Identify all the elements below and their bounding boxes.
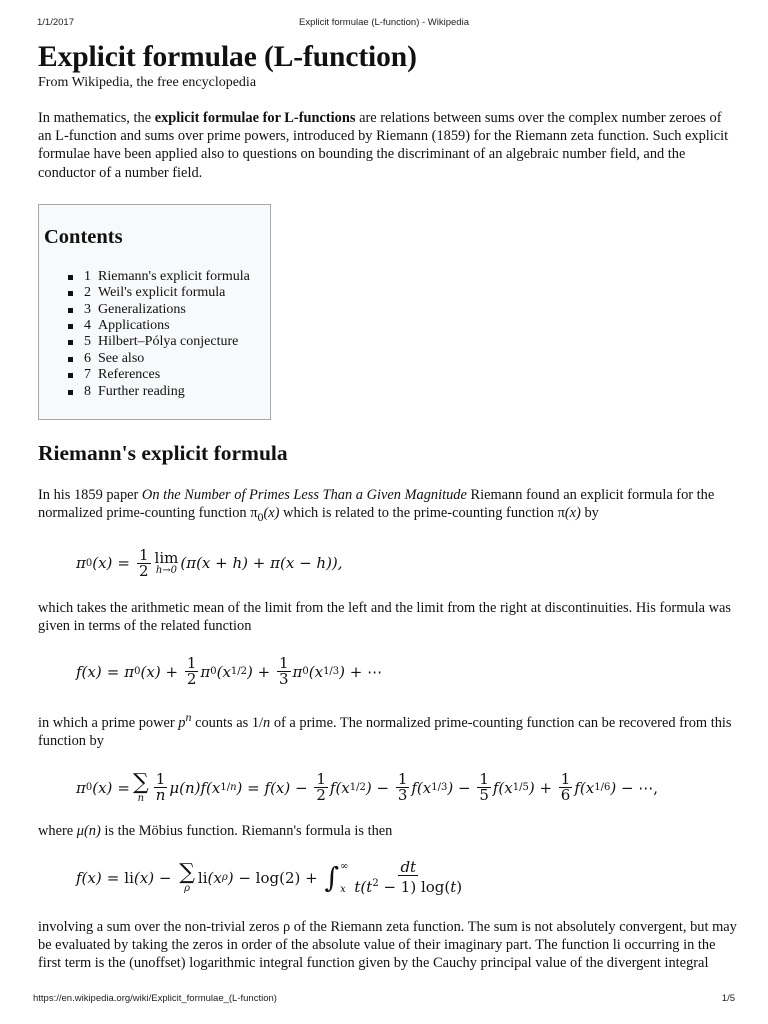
article-subtitle: From Wikipedia, the free encyclopedia xyxy=(38,75,257,90)
math-var: μ xyxy=(76,822,84,839)
article-page xyxy=(38,40,738,973)
paragraph-text: is the Möbius function. Riemann's formula is then xyxy=(100,822,393,839)
toc-item-label[interactable]: Generalizations xyxy=(98,301,186,317)
paragraph-text: where xyxy=(38,822,77,839)
bullet-icon xyxy=(68,275,73,280)
intro-text-start: In mathematics, the xyxy=(38,110,155,126)
toc-item[interactable] xyxy=(68,269,270,285)
paragraph-text: by xyxy=(580,505,599,522)
toc-item-number: 4 xyxy=(84,318,91,334)
toc-item[interactable] xyxy=(68,318,270,334)
section-paragraph xyxy=(38,486,738,526)
section-heading-riemann: Riemann's explicit formula xyxy=(38,440,288,465)
intro-paragraph xyxy=(38,109,738,182)
toc-item-number: 3 xyxy=(84,301,91,317)
toc-item-number: 6 xyxy=(84,350,91,366)
paragraph-text: which is related to the prime-counting function π xyxy=(279,505,565,522)
formula-related-function: f(x) = π 0 (x) + $\frac{1}{2}$ π 0 (x 1/2 ) + $\frac{1}{3}$ π 0 (x 1/3 ) + ⋯ xyxy=(76,654,383,688)
math-var: n xyxy=(263,714,271,731)
toc-item-number: 5 xyxy=(84,334,91,350)
print-date: 1/1/2017 xyxy=(37,17,74,28)
paragraph-text: in which a prime power xyxy=(38,714,179,731)
toc-item-number: 8 xyxy=(84,383,91,399)
article-title: Explicit formulae (L-function) xyxy=(38,41,417,73)
toc-item-number: 7 xyxy=(84,367,91,383)
formula-normalized-prime-counting: π 0 (x) = $\frac{1}{2}$ lim h→0 (π(x + h) + π(x − h)), xyxy=(76,545,343,580)
subscript: 0 xyxy=(257,509,264,524)
toc-item[interactable] xyxy=(68,351,270,367)
math-var: (x) xyxy=(564,505,581,522)
toc-item-label[interactable]: Hilbert–Pólya conjecture xyxy=(98,334,239,350)
toc-item-label[interactable]: References xyxy=(98,367,161,383)
paragraph-text: of a prime. The normalized prime-counting function can be recovered from this function by xyxy=(38,714,732,749)
section-paragraph xyxy=(38,822,738,840)
section-paragraph xyxy=(38,708,738,750)
toc-item[interactable] xyxy=(68,334,270,350)
intro-bold-term: explicit formulae for L-functions xyxy=(154,110,356,126)
toc-item-number: 2 xyxy=(84,285,91,301)
print-page-number: 1/5 xyxy=(721,993,735,1004)
toc-item-number: 1 xyxy=(84,268,91,284)
toc-item-label[interactable]: See also xyxy=(98,350,145,366)
toc-item-label[interactable]: Applications xyxy=(98,318,170,334)
paragraph-text: In his 1859 paper xyxy=(38,486,142,503)
toc-item[interactable] xyxy=(68,367,270,383)
section-paragraph: which takes the arithmetic mean of the limit from the left and the limit from the right at discontinuities. His formula was given in terms of the related function xyxy=(38,600,731,635)
paper-title: On the Number of Primes Less Than a Given Magnitude xyxy=(141,486,467,503)
formula-recovery: π 0 (x) = ∑ n $\frac{1}{n}$ μ(n)f(x 1/n ) = f(x) − $\frac{1}{2}$ f(x 1/2 ) − $\frac{1}{3}$ f(x 1/3 ) − $\frac{1}{5}$ f(x 1/5 ) + $\frac{1}{6}$ f(x 1/6 ) − ⋯, xyxy=(76,769,659,805)
bullet-icon xyxy=(68,373,73,378)
bullet-icon xyxy=(68,324,73,329)
toc-item[interactable] xyxy=(68,384,270,400)
section-paragraph: involving a sum over the non-trivial zeros ρ of the Riemann zeta function. The sum is not absolutely convergent, but may be evaluated by taking the zeros in order of the absolute value of their imaginary part. The function li occurring in the first term is the (unoffset) logarithmic integral function given by the Cauchy principal value of the divergent integral xyxy=(38,918,737,972)
bullet-icon xyxy=(68,340,73,345)
toc-item-label[interactable]: Weil's explicit formula xyxy=(98,285,226,301)
toc-item-label[interactable]: Further reading xyxy=(98,383,185,399)
intro-text-end: are relations between sums over the complex number zeroes of an L-function and sums over prime powers, introduced by Riemann (1859) for the Riemann zeta function. Such explicit formulae have been applied also to questions on bounding the discriminant of an algebraic number field, and the conductor of a number field. xyxy=(38,110,729,181)
toc-item-label[interactable]: Riemann's explicit formula xyxy=(98,268,250,284)
paragraph-text: Riemann found an explicit formula for the normalized prime-counting function π xyxy=(38,486,715,522)
toc-item[interactable] xyxy=(68,285,270,301)
math-var: n xyxy=(185,709,192,724)
bullet-icon xyxy=(68,291,73,296)
bullet-icon xyxy=(68,308,73,313)
paragraph-text: counts as 1/ xyxy=(191,714,264,731)
math-var: (x) xyxy=(263,505,280,522)
toc-title: Contents xyxy=(44,225,123,248)
table-of-contents xyxy=(38,204,271,420)
math-var: (n) xyxy=(84,822,101,839)
print-page-title: Explicit formulae (L-function) - Wikipedia xyxy=(298,17,469,28)
print-url: https://en.wikipedia.org/wiki/Explicit_formulae_(L-function) xyxy=(33,993,277,1004)
bullet-icon xyxy=(68,357,73,362)
math-var: p xyxy=(178,714,186,731)
formula-riemann: f(x) = li (x) − ∑ ρ li (x ρ ) − log(2) + ∫ ∞ x $\frac{dt}{t(t^2 - 1) \log(t)}$ xyxy=(76,858,463,897)
toc-list xyxy=(44,269,270,400)
toc-item[interactable] xyxy=(68,302,270,318)
bullet-icon xyxy=(68,390,73,395)
